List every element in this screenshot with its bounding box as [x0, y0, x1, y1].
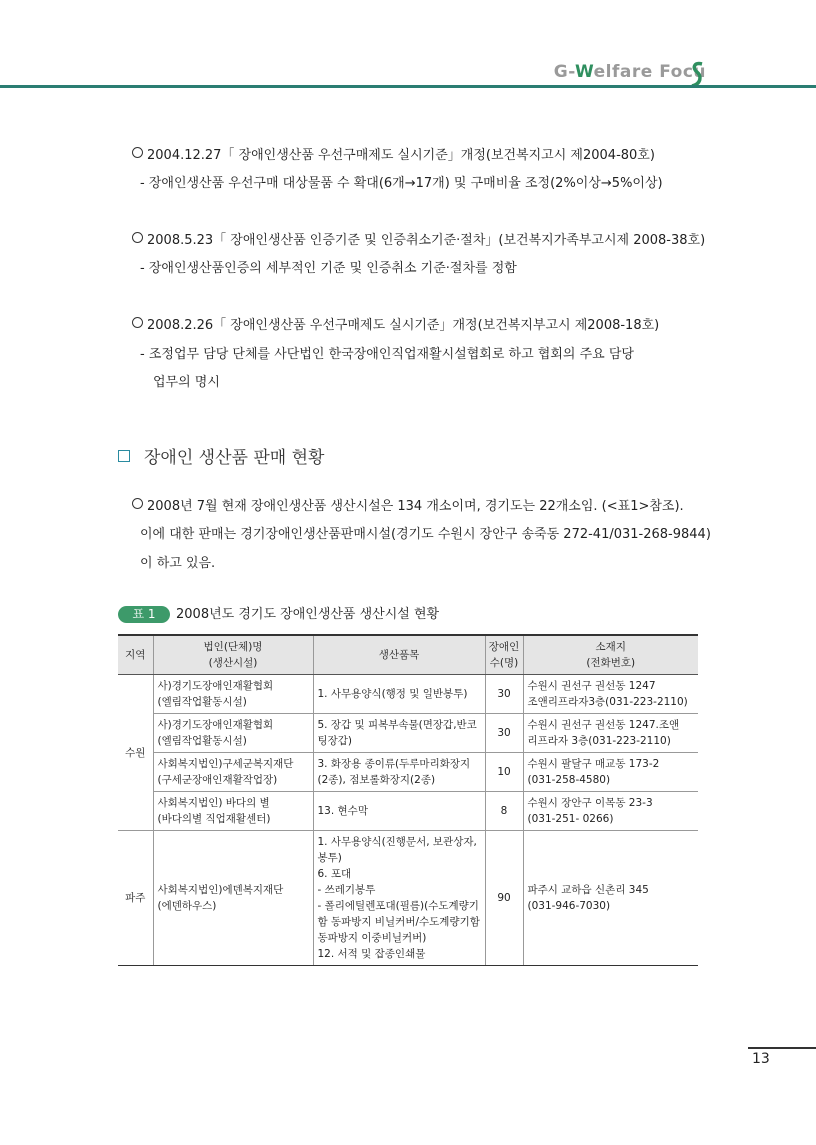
item-3-line1: 2008.2.26「 장애인생산품 우선구매제도 실시기준」개정(보건복지부고시 제2008-18호)	[132, 314, 659, 333]
org-cell: 사)경기도장애인재활협회 (엘림작업활동시설)	[153, 675, 313, 714]
header-region: 지역	[118, 635, 153, 675]
items-cell: 3. 화장용 종이류(두루마리화장지(2종), 점보롤화장지(2종)	[313, 753, 485, 792]
circle-bullet-icon	[132, 317, 143, 328]
item-2-line2: - 장애인생산품인증의 세부적인 기준 및 인증취소 기준·절차를 정함	[140, 261, 517, 276]
items-cell: 13. 현수막	[313, 792, 485, 831]
items-cell: 5. 장갑 및 피복부속물(면장갑,반코팅장갑)	[313, 714, 485, 753]
region-cell: 파주	[118, 831, 153, 966]
region-cell: 수원	[118, 675, 153, 831]
section-title: 장애인 생산품 판매 현황	[118, 443, 324, 468]
item-1-line1: 2004.12.27「 장애인생산품 우선구매제도 실시기준」개정(보건복지고시 제2004-80호)	[132, 144, 655, 163]
square-bullet-icon	[118, 450, 130, 462]
circle-bullet-icon	[132, 232, 143, 243]
address-cell: 수원시 팔달구 매교동 173-2 (031-258-4580)	[523, 753, 698, 792]
table-title: 2008년도 경기도 장애인생산품 생산시설 현황	[176, 607, 440, 622]
brand-w: W	[575, 62, 594, 82]
table-header-row	[118, 635, 698, 675]
para-line3: 이 하고 있음.	[140, 556, 216, 571]
table-row	[118, 753, 698, 792]
count-cell: 10	[485, 753, 523, 792]
item-1-line2: - 장애인생산품 우선구매 대상물품 수 확대(6개→17개) 및 구매비율 조정(2%이상→5%이상)	[140, 176, 663, 191]
org-cell: 사회복지법인)에덴복지재단 (에덴하우스)	[153, 831, 313, 966]
facilities-table	[118, 634, 698, 966]
address-cell: 파주시 교하읍 신촌리 345 (031-946-7030)	[523, 831, 698, 966]
item-2-line1: 2008.5.23「 장애인생산품 인증기준 및 인증취소기준·절차」(보건복지가족부고시제 2008-38호)	[132, 229, 705, 248]
count-cell: 30	[485, 714, 523, 753]
count-cell: 90	[485, 831, 523, 966]
page-number-rule	[748, 1047, 816, 1049]
table-row	[118, 792, 698, 831]
brand-rest: elfare Focu	[593, 62, 706, 82]
count-cell: 8	[485, 792, 523, 831]
para-line1: 2008년 7월 현재 장애인생산품 생산시설은 134 개소이며, 경기도는 22개소임. (<표1>참조).	[132, 495, 684, 514]
address-cell: 수원시 권선구 권선동 1247.조앤 리프라자 3층(031-223-2110)	[523, 714, 698, 753]
header-count: 장애인 수(명)	[485, 635, 523, 675]
header-rule	[0, 85, 816, 88]
header-org: 법인(단체)명 (생산시설)	[153, 635, 313, 675]
table-label-pill: 표 1	[118, 606, 170, 623]
publication-brand	[554, 62, 706, 82]
header-address: 소재지 (전화번호)	[523, 635, 698, 675]
org-cell: 사회복지법인)구세군복지재단 (구세군장애인재활작업장)	[153, 753, 313, 792]
count-cell: 30	[485, 675, 523, 714]
org-cell: 사)경기도장애인재활협회 (엘림작업활동시설)	[153, 714, 313, 753]
org-cell: 사회복지법인) 바다의 별 (바다의별 직업재활센터)	[153, 792, 313, 831]
items-cell: 1. 사무용양식(진행문서, 보관상자, 봉투) 6. 포대 - 쓰레기봉투 - 폴리에틸렌포대(필름)(수도계량기함 동파방지 비닐커버/수도계량기함 동파방지 이중비닐커버) 12. 서적 및 잡종인쇄물	[313, 831, 485, 966]
para-line2: 이에 대한 판매는 경기장애인생산품판매시설(경기도 수원시 장안구 송죽동 272-41/031-268-9844)	[140, 527, 711, 542]
circle-bullet-icon	[132, 498, 143, 509]
table-row	[118, 831, 698, 966]
address-cell: 수원시 권선구 권선동 1247 조앤리프라자3층(031-223-2110)	[523, 675, 698, 714]
table-row	[118, 675, 698, 714]
table-caption	[118, 603, 439, 623]
address-cell: 수원시 장안구 이목동 23-3 (031-251- 0266)	[523, 792, 698, 831]
item-3-line3: 업무의 명시	[153, 375, 220, 390]
brand-prefix: G-	[553, 62, 575, 82]
circle-bullet-icon	[132, 147, 143, 158]
table-row	[118, 714, 698, 753]
items-cell: 1. 사무용양식(행정 및 일반봉투)	[313, 675, 485, 714]
header-items: 생산품목	[313, 635, 485, 675]
item-3-line2: - 조정업무 담당 단체를 사단법인 한국장애인직업재활시설협회로 하고 협회의 주요 담당	[140, 347, 634, 362]
page-number: 13	[752, 1051, 770, 1067]
